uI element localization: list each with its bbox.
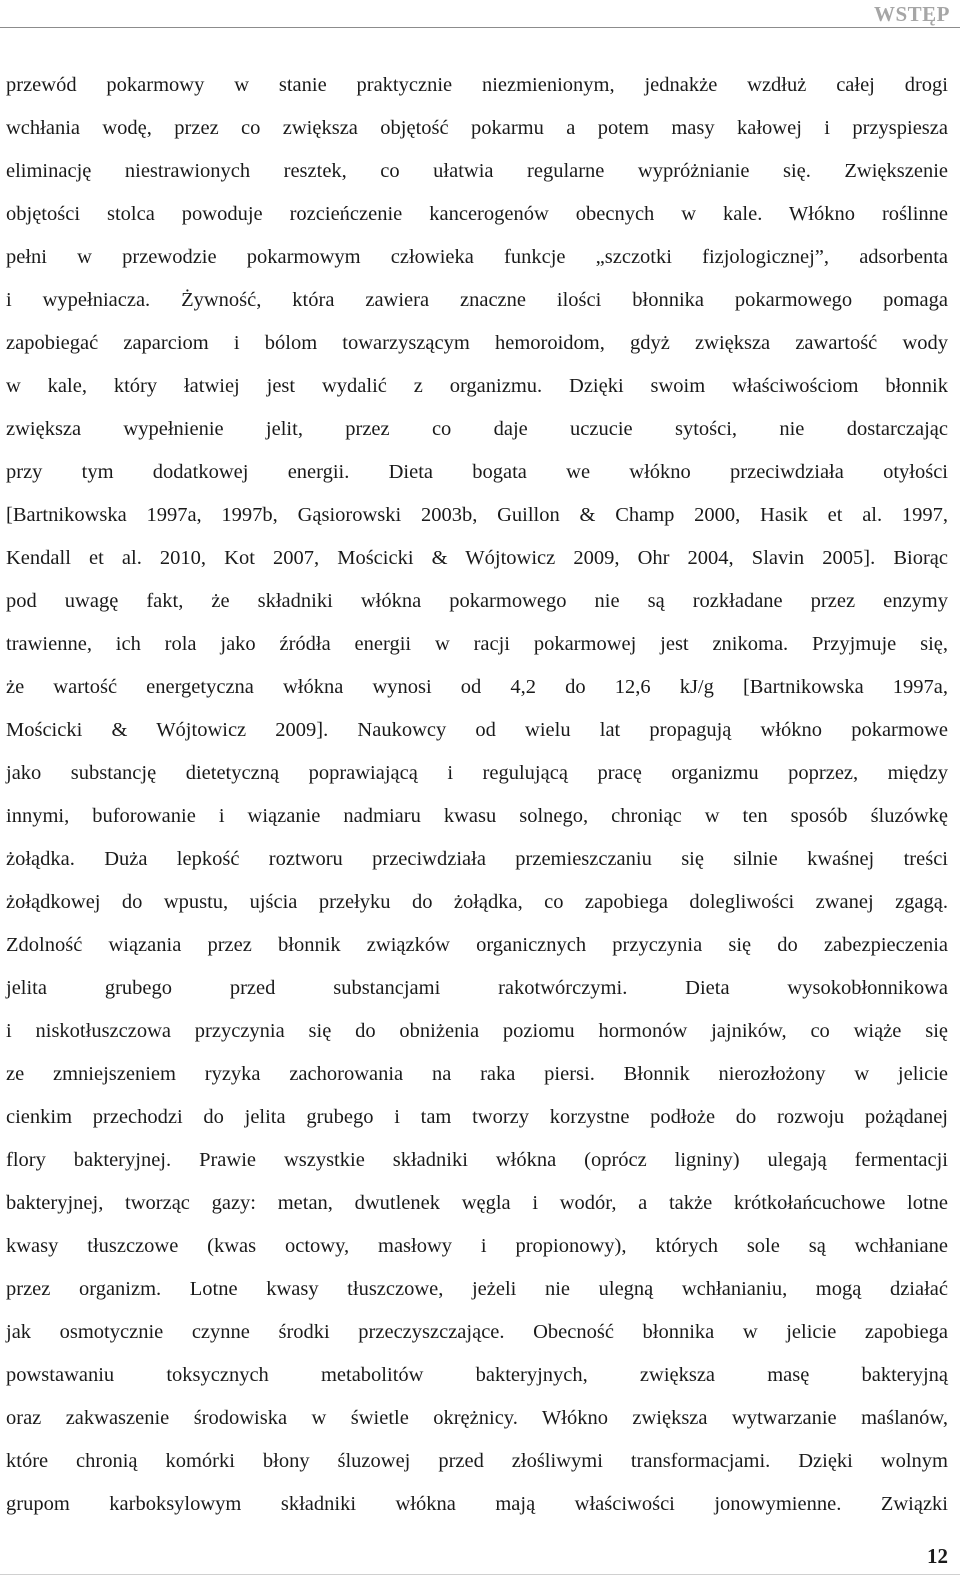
text-line: [Bartnikowska 1997a, 1997b, Gąsiorowski 2003b, Guillon & Champ 2000, Hasik et al. 1997, bbox=[6, 504, 948, 526]
text-line: Mościcki & Wójtowicz 2009]. Naukowcy od wielu lat propagują włókno pokarmowe bbox=[6, 719, 948, 741]
text-line: bakteryjnej, tworząc gazy: metan, dwutlenek węgla i wodór, a także krótkołańcuchowe lotne bbox=[6, 1192, 948, 1214]
text-line: jelita grubego przed substancjami rakotwórczymi. Dieta wysokobłonnikowa bbox=[6, 977, 948, 999]
text-line: że wartość energetyczna włókna wynosi od 4,2 do 12,6 kJ/g [Bartnikowska 1997a, bbox=[6, 676, 948, 698]
text-line: jak osmotycznie czynne środki przeczyszczające. Obecność błonnika w jelicie zapobiega bbox=[6, 1321, 948, 1343]
text-line: przewód pokarmowy w stanie praktycznie niezmienionym, jednakże wzdłuż całej drogi bbox=[6, 74, 948, 96]
text-line: cienkim przechodzi do jelita grubego i tam tworzy korzystne podłoże do rozwoju pożądanej bbox=[6, 1106, 948, 1128]
text-line: przez organizm. Lotne kwasy tłuszczowe, jeżeli nie ulegną wchłanianiu, mogą działać bbox=[6, 1278, 948, 1300]
text-line: przy tym dodatkowej energii. Dieta bogata we włókno przeciwdziała otyłości bbox=[6, 461, 948, 483]
text-line: Zdolność wiązania przez błonnik związków organicznych przyczynia się do zabezpieczenia bbox=[6, 934, 948, 956]
header-rule bbox=[0, 27, 960, 28]
text-line: kwasy tłuszczowe (kwas octowy, masłowy i propionowy), których sole są wchłaniane bbox=[6, 1235, 948, 1257]
text-line: trawienne, ich rola jako źródła energii w racji pokarmowej jest znikoma. Przyjmuje się, bbox=[6, 633, 948, 655]
text-line: flory bakteryjnej. Prawie wszystkie składniki włókna (oprócz ligniny) ulegają fermentacji bbox=[6, 1149, 948, 1171]
text-line: ze zmniejszeniem ryzyka zachorowania na raka piersi. Błonnik nierozłożony w jelicie bbox=[6, 1063, 948, 1085]
text-line: które chronią komórki błony śluzowej przed złośliwymi transformacjami. Dzięki wolnym bbox=[6, 1450, 948, 1472]
text-line: w kale, który łatwiej jest wydalić z organizmu. Dzięki swoim właściwościom błonnik bbox=[6, 375, 948, 397]
text-line: grupom karboksylowym składniki włókna mają właściwości jonowymienne. Związki bbox=[6, 1493, 948, 1515]
text-line: powstawaniu toksycznych metabolitów bakteryjnych, zwiększa masę bakteryjną bbox=[6, 1364, 948, 1386]
text-line: Kendall et al. 2010, Kot 2007, Mościcki & Wójtowicz 2009, Ohr 2004, Slavin 2005]. Biorąc bbox=[6, 547, 948, 569]
text-line: pod uwagę fakt, że składniki włókna pokarmowego nie są rozkładane przez enzymy bbox=[6, 590, 948, 612]
text-line: wchłania wodę, przez co zwiększa objętość pokarmu a potem masy kałowej i przyspiesza bbox=[6, 117, 948, 139]
text-line: zapobiegać zaparciom i bólom towarzyszącym hemoroidom, gdyż zwiększa zawartość wody bbox=[6, 332, 948, 354]
text-line: jako substancję dietetyczną poprawiającą i regulującą pracę organizmu poprzez, między bbox=[6, 762, 948, 784]
text-line: żołądkowej do wpustu, ujścia przełyku do żołądka, co zapobiega dolegliwości zwanej zgagą. bbox=[6, 891, 948, 913]
header-title: WSTĘP bbox=[873, 2, 950, 26]
text-line: innymi, buforowanie i wiązanie nadmiaru kwasu solnego, chroniąc w ten sposób śluzówkę bbox=[6, 805, 948, 827]
text-line: i wypełniacza. Żywność, która zawiera znaczne ilości błonnika pokarmowego pomaga bbox=[6, 289, 948, 311]
text-line: i niskotłuszczowa przyczynia się do obniżenia poziomu hormonów jajników, co wiąże się bbox=[6, 1020, 948, 1042]
page-number: 12 bbox=[927, 1544, 948, 1568]
body-paragraph bbox=[6, 64, 948, 1526]
page-header bbox=[0, 0, 960, 30]
text-line: oraz zakwaszenie środowiska w świetle okrężnicy. Włókno zwiększa wytwarzanie maślanów, bbox=[6, 1407, 948, 1429]
page-bottom-rule bbox=[0, 1574, 960, 1575]
text-line: pełni w przewodzie pokarmowym człowieka funkcje „szczotki fizjologicznej”, adsorbenta bbox=[6, 246, 948, 268]
text-line: objętości stolca powoduje rozcieńczenie kancerogenów obecnych w kale. Włókno roślinne bbox=[6, 203, 948, 225]
text-line: eliminację niestrawionych resztek, co ułatwia regularne wypróżnianie się. Zwiększenie bbox=[6, 160, 948, 182]
text-line: żołądka. Duża lepkość roztworu przeciwdziała przemieszczaniu się silnie kwaśnej treści bbox=[6, 848, 948, 870]
text-line: zwiększa wypełnienie jelit, przez co daje uczucie sytości, nie dostarczając bbox=[6, 418, 948, 440]
